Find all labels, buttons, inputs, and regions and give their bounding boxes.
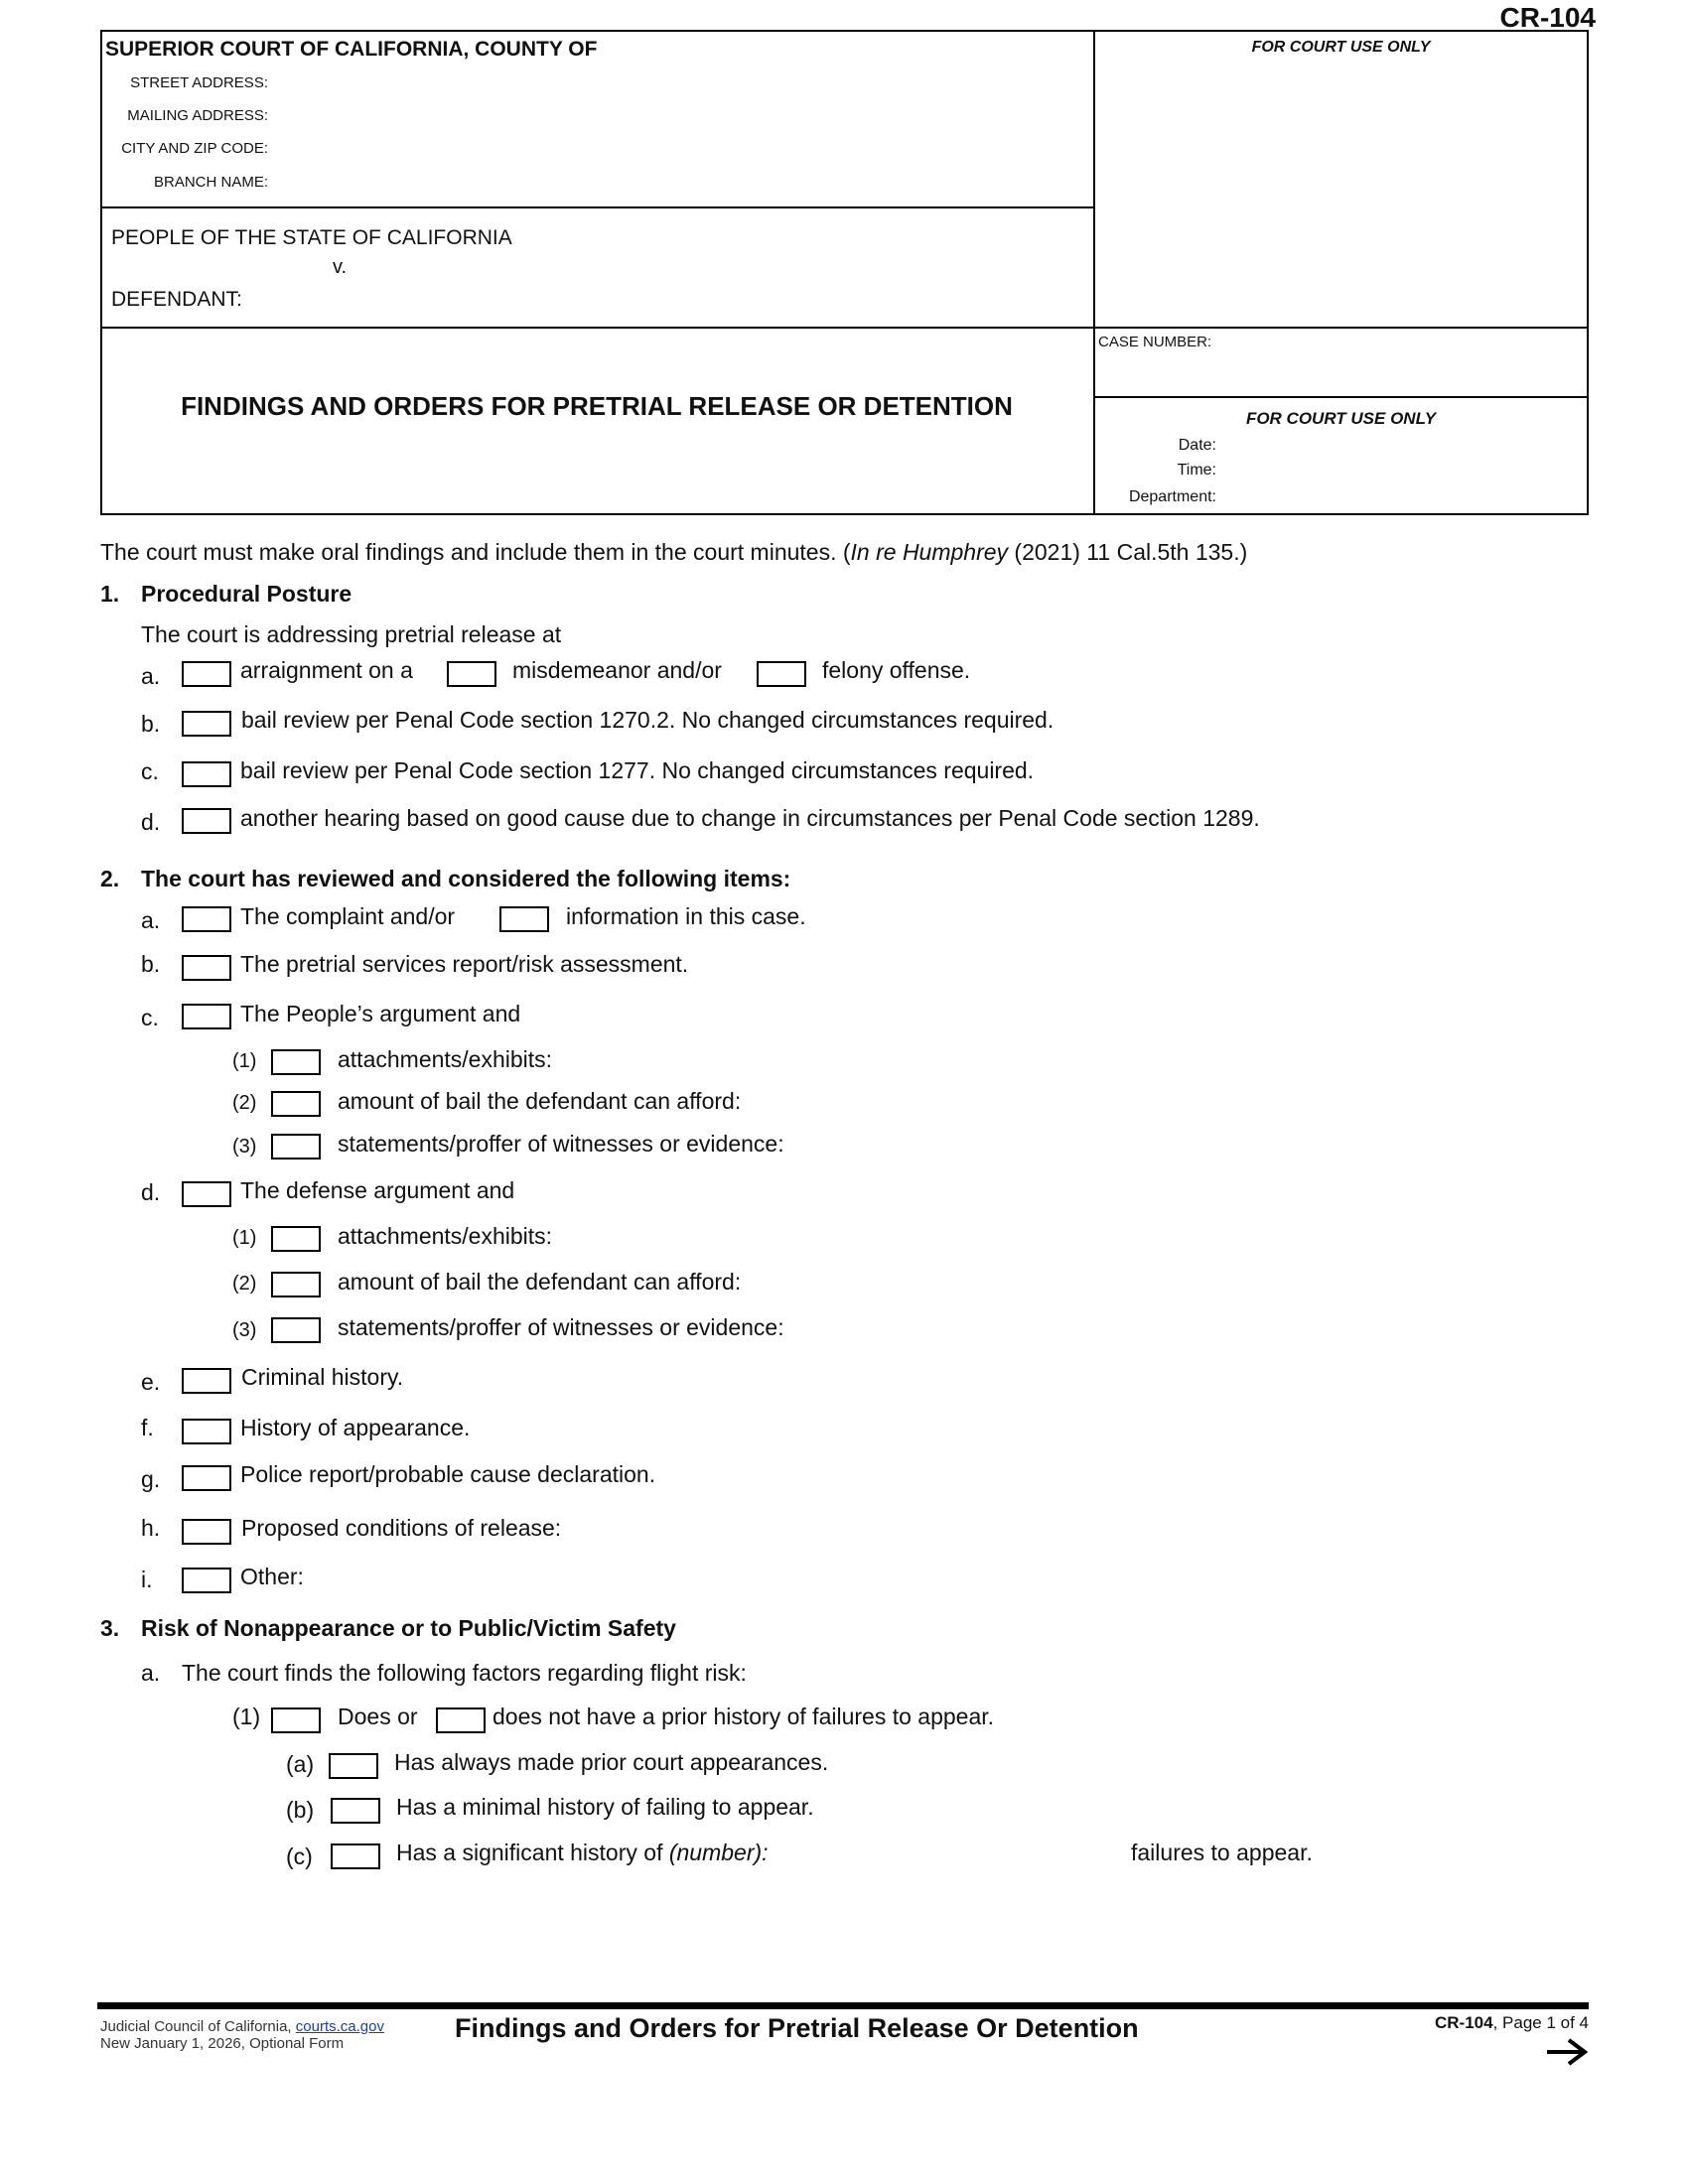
department-label: Department: <box>1128 488 1216 505</box>
item-1a-checkbox[interactable] <box>182 661 231 687</box>
section-1-number: 1. <box>100 581 120 607</box>
does-label: Does or <box>338 1704 418 1729</box>
item-3a1c-checkbox[interactable] <box>331 1843 380 1869</box>
caption-divider-3 <box>1093 396 1589 398</box>
item-1b-checkbox[interactable] <box>182 711 231 737</box>
item-2h-text: Proposed conditions of release: <box>241 1515 562 1541</box>
footer-page: CR-104, Page 1 of 4 <box>1435 2013 1589 2032</box>
complaint-label: The complaint and/or <box>240 903 456 929</box>
item-2c3-checkbox[interactable] <box>271 1134 321 1160</box>
for-court-use-only-label-2: FOR COURT USE ONLY <box>1245 409 1437 428</box>
item-1b-letter: b. <box>141 711 161 737</box>
item-2b-letter: b. <box>141 951 161 977</box>
item-2f-letter: f. <box>141 1415 154 1440</box>
misdemeanor-checkbox[interactable] <box>447 661 496 687</box>
item-2i-checkbox[interactable] <box>182 1568 231 1593</box>
does-not-label: does not have a prior history of failures to appear. <box>492 1704 995 1729</box>
footer-council: Judicial Council of California, <box>100 2018 296 2035</box>
item-2c3-number: (3) <box>232 1136 257 1158</box>
item-2h-letter: h. <box>141 1515 161 1541</box>
information-checkbox[interactable] <box>499 906 549 932</box>
item-3a1a-letter: (a) <box>286 1751 315 1777</box>
item-2c1-checkbox[interactable] <box>271 1049 321 1075</box>
defendant-label: DEFENDANT: <box>111 288 242 311</box>
item-2c-checkbox[interactable] <box>182 1004 231 1029</box>
section-1-heading: Procedural Posture <box>141 581 352 607</box>
item-2d3-number: (3) <box>232 1319 257 1341</box>
street-address-label: STREET ADDRESS: <box>130 74 268 91</box>
case-number-label: CASE NUMBER: <box>1098 334 1212 350</box>
item-2c2-number: (2) <box>232 1092 257 1114</box>
court-name-label: SUPERIOR COURT OF CALIFORNIA, COUNTY OF <box>105 38 598 61</box>
item-3a1a-text: Has always made prior court appearances. <box>394 1749 829 1775</box>
item-2i-letter: i. <box>141 1567 153 1592</box>
does-not-checkbox[interactable] <box>436 1707 486 1733</box>
mailing-address-label: MAILING ADDRESS: <box>127 107 268 124</box>
intro-text: The court must make oral findings and include them in the court minutes. (In re Humphrey (2021) 11 Cal.5th 135.) <box>100 539 1248 565</box>
item-2d1-checkbox[interactable] <box>271 1226 321 1252</box>
item-3a1a-checkbox[interactable] <box>329 1753 378 1779</box>
item-3a1b-checkbox[interactable] <box>331 1798 380 1824</box>
item-2c2-checkbox[interactable] <box>271 1091 321 1117</box>
item-3a-text: The court finds the following factors regarding flight risk: <box>182 1660 747 1686</box>
item-2c-letter: c. <box>141 1005 159 1030</box>
misdemeanor-label: misdemeanor and/or <box>512 657 722 683</box>
item-3a1b-letter: (b) <box>286 1797 315 1823</box>
next-page-arrow-icon[interactable] <box>1545 2037 1589 2072</box>
item-2b-text: The pretrial services report/risk assessment. <box>240 951 689 977</box>
date-label: Date: <box>1178 437 1216 454</box>
item-3a1c-text-end: failures to appear. <box>1131 1840 1313 1865</box>
item-2d3-text: statements/proffer of witnesses or evidence: <box>338 1314 784 1340</box>
item-2d1-text: attachments/exhibits: <box>338 1223 553 1249</box>
item-1c-letter: c. <box>141 758 159 784</box>
item-2d-letter: d. <box>141 1179 161 1205</box>
item-2i-text: Other: <box>240 1564 304 1589</box>
caption-divider-2 <box>100 327 1589 329</box>
item-1d-letter: d. <box>141 809 161 835</box>
caption-box <box>100 30 1589 515</box>
item-2d-text: The defense argument and <box>240 1177 515 1203</box>
felony-checkbox[interactable] <box>757 661 806 687</box>
item-2e-checkbox[interactable] <box>182 1368 231 1394</box>
footer-source <box>100 2018 384 2052</box>
item-2d2-text: amount of bail the defendant can afford: <box>338 1269 742 1295</box>
item-2c1-text: attachments/exhibits: <box>338 1046 553 1072</box>
section-1-lead: The court is addressing pretrial release at <box>141 621 562 647</box>
form-title: FINDINGS AND ORDERS FOR PRETRIAL RELEASE OR DETENTION <box>181 391 1013 421</box>
item-1a-text: arraignment on a <box>240 657 413 683</box>
item-2f-text: History of appearance. <box>240 1415 471 1440</box>
section-2-number: 2. <box>100 866 120 891</box>
item-2e-letter: e. <box>141 1369 161 1395</box>
item-1c-checkbox[interactable] <box>182 761 231 787</box>
time-label: Time: <box>1177 462 1216 478</box>
item-1c-text: bail review per Penal Code section 1277. No changed circumstances required. <box>240 757 1035 783</box>
item-3a1c-letter: (c) <box>286 1843 313 1869</box>
item-3a-letter: a. <box>141 1660 161 1686</box>
item-2d-checkbox[interactable] <box>182 1181 231 1207</box>
complaint-checkbox[interactable] <box>182 906 231 932</box>
item-2c1-number: (1) <box>232 1050 257 1072</box>
footer-rule <box>97 2002 1589 2009</box>
item-2g-checkbox[interactable] <box>182 1465 231 1491</box>
item-2d2-number: (2) <box>232 1273 257 1295</box>
item-2f-checkbox[interactable] <box>182 1419 231 1444</box>
item-1d-text: another hearing based on good cause due to change in circumstances per Penal Code section 1289. <box>240 805 1260 831</box>
item-1b-text: bail review per Penal Code section 1270.2. No changed circumstances required. <box>241 707 1055 733</box>
information-label: information in this case. <box>566 903 806 929</box>
caption-divider-1 <box>100 206 1093 208</box>
form-number: CR-104 <box>1499 2 1596 33</box>
item-2h-checkbox[interactable] <box>182 1519 231 1545</box>
branch-name-label: BRANCH NAME: <box>153 174 268 191</box>
item-2e-text: Criminal history. <box>241 1364 404 1390</box>
footer-adopted: New January 1, 2026, Optional Form <box>100 2035 345 2052</box>
item-2d3-checkbox[interactable] <box>271 1317 321 1343</box>
does-checkbox[interactable] <box>271 1707 321 1733</box>
versus-label: v. <box>333 256 348 278</box>
item-2g-text: Police report/probable cause declaration. <box>240 1461 656 1487</box>
item-1d-checkbox[interactable] <box>182 808 231 834</box>
item-2d1-number: (1) <box>232 1227 257 1249</box>
item-2b-checkbox[interactable] <box>182 955 231 981</box>
item-2c3-text: statements/proffer of witnesses or evidence: <box>338 1131 784 1157</box>
item-2g-letter: g. <box>141 1466 161 1492</box>
people-label: PEOPLE OF THE STATE OF CALIFORNIA <box>111 226 512 249</box>
item-3a1-number: (1) <box>232 1704 261 1729</box>
item-2c2-text: amount of bail the defendant can afford: <box>338 1088 742 1114</box>
item-3a1b-text: Has a minimal history of failing to appear. <box>396 1794 814 1820</box>
section-3-number: 3. <box>100 1615 120 1641</box>
footer-title: Findings and Orders for Pretrial Release Or Detention <box>455 2013 1139 2043</box>
section-2-heading: The court has reviewed and considered the following items: <box>141 866 791 891</box>
courts-link[interactable]: courts.ca.gov <box>295 2018 384 2035</box>
item-2a-letter: a. <box>141 907 161 933</box>
item-2c-text: The People’s argument and <box>240 1001 521 1026</box>
felony-label: felony offense. <box>822 657 971 683</box>
for-court-use-only-label: FOR COURT USE ONLY <box>1251 39 1431 56</box>
section-3-heading: Risk of Nonappearance or to Public/Victim Safety <box>141 1615 676 1641</box>
city-zip-label: CITY AND ZIP CODE: <box>121 140 268 157</box>
item-1a-letter: a. <box>141 663 161 689</box>
item-2d2-checkbox[interactable] <box>271 1272 321 1297</box>
item-3a1c-text: Has a significant history of (number): <box>396 1840 769 1865</box>
